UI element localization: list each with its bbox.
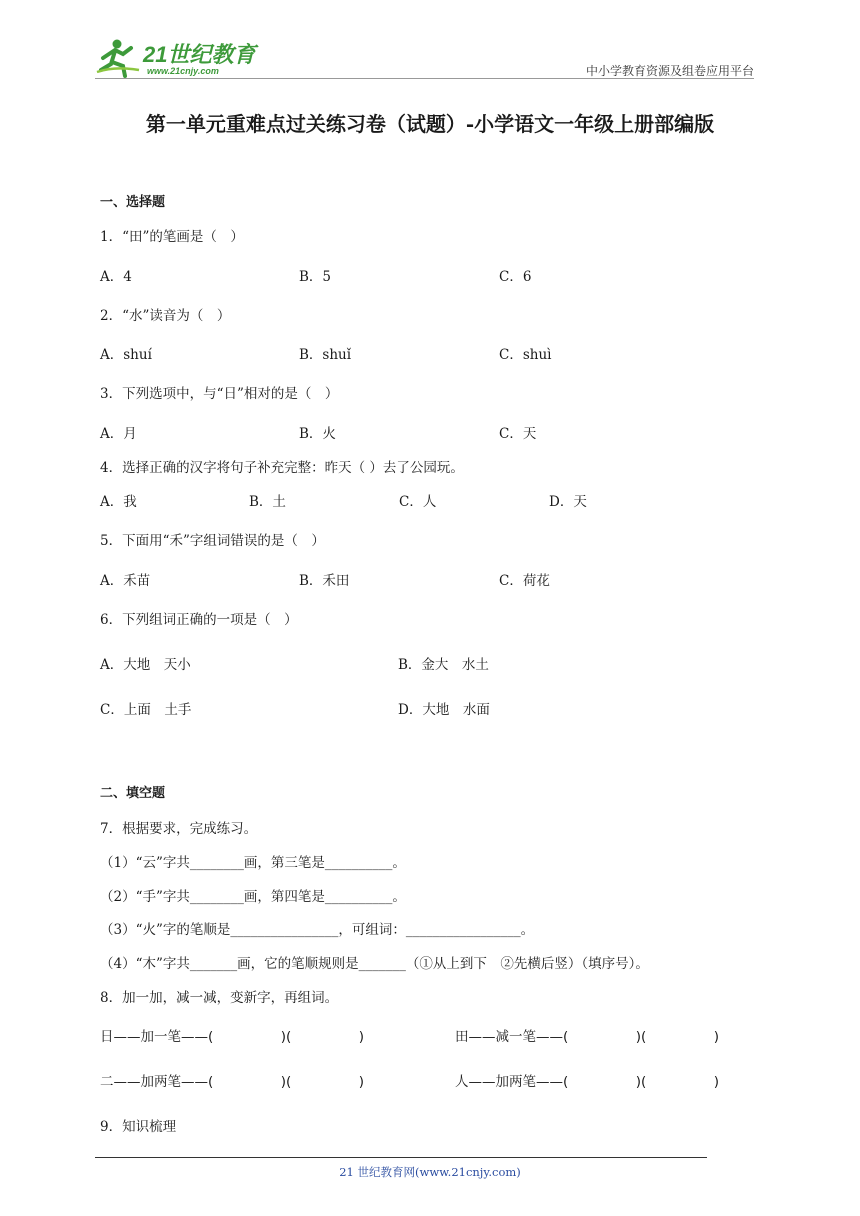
question-6-option-d: D．大地 水面 xyxy=(398,702,490,718)
question-4-stem: 4．选择正确的汉字将句子补充完整：昨天（ ）去了公园玩。 xyxy=(100,460,464,476)
question-7-item-1: （1）“云”字共________画，第三笔是__________。 xyxy=(100,855,406,871)
question-4-option-d: D．天 xyxy=(549,494,587,510)
runner-logo-icon xyxy=(95,36,265,78)
question-2-option-c: C．shuì xyxy=(499,347,552,363)
svg-text:21世纪教育: 21世纪教育 xyxy=(143,42,256,67)
question-4-option-a: A．我 xyxy=(100,494,137,510)
question-2-stem: 2．“水”读音为（ ） xyxy=(100,308,231,324)
question-3-option-c: C．天 xyxy=(499,426,537,442)
question-6-option-a: A．大地 天小 xyxy=(100,657,191,673)
question-3-option-a: A．月 xyxy=(100,426,137,442)
question-1-option-a: A．4 xyxy=(100,269,132,285)
page-title: 第一单元重难点过关练习卷（试题）-小学语文一年级上册部编版 xyxy=(145,112,715,136)
question-9-stem: 9．知识梳理 xyxy=(100,1119,177,1135)
platform-tagline: 中小学教育资源及组卷应用平台 xyxy=(585,64,754,78)
section-heading-fill-blank: 二、填空题 xyxy=(100,786,166,801)
question-8-item-3: 二——加两笔——( )( ) xyxy=(100,1074,365,1090)
question-6-stem: 6．下列组词正确的一项是（ ） xyxy=(100,612,298,628)
footer-divider xyxy=(95,1157,707,1158)
question-2-option-b: B．shuǐ xyxy=(299,347,352,363)
question-2-option-a: A．shuí xyxy=(100,347,152,363)
question-5-option-b: B．禾田 xyxy=(299,573,350,589)
question-6-option-c: C．上面 土手 xyxy=(100,702,192,718)
question-1-stem: 1．“田”的笔画是（ ） xyxy=(100,229,244,245)
question-3-option-b: B．火 xyxy=(299,426,336,442)
question-7-item-3: （3）“火”字的笔顺是________________，可组词：_________________。 xyxy=(100,922,535,938)
question-8-item-1: 日——加一笔——( )( ) xyxy=(100,1029,365,1045)
question-4-option-c: C．人 xyxy=(399,494,437,510)
question-7-item-2: （2）“手”字共________画，第四笔是__________。 xyxy=(100,889,406,905)
header-divider xyxy=(95,78,754,79)
question-5-option-c: C．荷花 xyxy=(499,573,550,589)
question-5-option-a: A．禾苗 xyxy=(100,573,151,589)
site-logo xyxy=(95,36,265,78)
svg-text:www.21cnjy.com: www.21cnjy.com xyxy=(147,66,219,76)
question-6-option-b: B．金大 水土 xyxy=(398,657,489,673)
question-7-item-4: （4）“木”字共_______画，它的笔顺规则是_______（①从上到下 ②先横后竖）（填序号）。 xyxy=(100,956,649,972)
question-3-stem: 3．下列选项中，与“日”相对的是（ ） xyxy=(100,386,339,402)
question-8-item-2: 田——减一笔——( )( ) xyxy=(455,1029,720,1045)
section-heading-choice: 一、选择题 xyxy=(100,195,166,210)
question-7-stem: 7．根据要求，完成练习。 xyxy=(100,821,258,837)
question-4-option-b: B．土 xyxy=(249,494,286,510)
question-8-stem: 8．加一加，减一减，变新字，再组词。 xyxy=(100,990,339,1006)
footer-credit: 21 世纪教育网(www.21cnjy.com) xyxy=(339,1165,521,1179)
question-1-option-b: B．5 xyxy=(299,269,332,285)
question-1-option-c: C．6 xyxy=(499,269,532,285)
question-5-stem: 5．下面用“禾”字组词错误的是（ ） xyxy=(100,533,325,549)
question-8-item-4: 人——加两笔——( )( ) xyxy=(455,1074,720,1090)
